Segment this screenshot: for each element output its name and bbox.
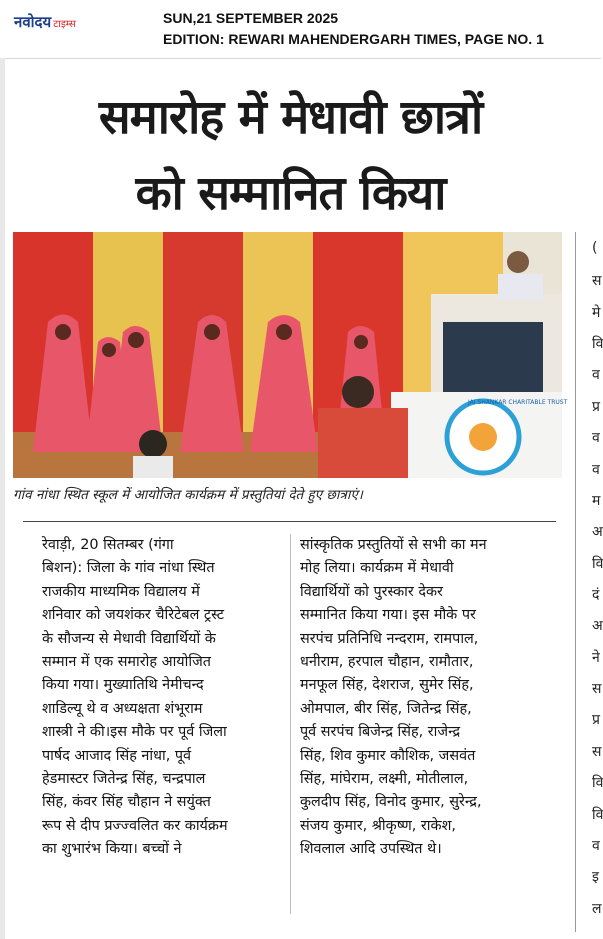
neighbor-fragment: मे [592,304,601,321]
article-photo [13,232,568,478]
neighbor-fragment: इ [592,869,599,886]
neighbor-fragment: म [592,492,601,509]
text-line: सिंह, मांघेराम, लक्ष्मी, मोतीलाल, [300,770,469,787]
neighbor-fragment: ल [592,900,602,917]
logo-text: नवोदय [14,13,52,31]
text-line: राजकीय माध्यमिक विद्यालय में [42,583,200,600]
neighbor-fragment: व [592,430,600,447]
text-line: शास्त्री ने की।इस मौके पर पूर्व जिला [42,724,227,741]
edition-info [163,8,544,50]
text-line: पूर्व सरपंच बिजेन्द्र सिंह, राजेन्द्र [300,724,461,741]
text-line: कुलदीप सिंह, विनोद कुमार, सुरेन्द्र, [300,794,482,811]
text-line: का शुभारंभ किया। बच्चों ने [42,841,182,858]
neighbor-fragment: वि [592,336,603,353]
page-gutter [0,58,5,939]
text-line: सरपंच प्रतिनिधि नन्दराम, रामपाल, [300,630,479,647]
caption-rule [23,521,556,522]
neighbor-fragment: व [592,837,600,854]
newspaper-logo [14,12,76,34]
neighbor-fragment: स [592,743,602,760]
text-line: मोह लिया। कार्यक्रम में मेधावी [300,560,454,577]
text-line: शिवलाल आदि उपस्थित थे। [300,841,442,858]
banner-text: JAI SHANKAR CHARITABLE TRUST [468,399,568,406]
text-line: शनिवार को जयशंकर चैरिटेबल ट्रस्ट [42,607,225,624]
article-column-left [42,534,304,861]
text-line: किया गया। मुख्यातिथि नेमीचन्द [42,677,204,694]
text-line: संजय कुमार, श्रीकृष्ण, राकेश, [300,817,456,834]
text-line: धनीराम, हरपाल चौहान, रामौतार, [300,653,474,670]
neighbor-fragment: वि [592,775,603,792]
column-divider [290,534,291,914]
text-line: रेवाड़ी, 20 सितम्बर (गंगा [42,537,174,553]
text-line: सम्मानित किया गया। इस मौके पर [300,607,476,624]
neighbor-fragment: स [592,681,602,698]
logo-subtext: टाइम्स [53,19,76,30]
text-line: सिंह, कंवर सिंह चौहान ने सयुंक्त [42,794,211,811]
neighbor-fragment: प्र [592,398,600,415]
headline [18,80,563,232]
photo-caption: गांव नांधा स्थित स्कूल में आयोजित कार्यक्रम में प्रस्तुतियां देते हुए छात्राएं। [13,487,363,503]
neighbor-article-rule [575,232,576,932]
neighbor-fragment: स [592,273,602,290]
headline-line: समारोह में मेधावी छात्रों [98,90,483,145]
neighbor-fragment: प्र [592,712,600,729]
date-line: SUN,21 SEPTEMBER 2025 [163,10,339,26]
text-line: शाडिल्यू थे व अध्यक्षता शंभूराम [42,700,203,717]
neighbor-fragment: व [592,461,600,478]
text-line: पार्षद आजाद सिंह नांधा, पूर्व [42,747,192,764]
text-line: रूप से दीप प्रज्ज्वलित कर कार्यक्रम [42,817,228,834]
neighbor-fragment: दं [592,587,600,603]
text-line: हेडमास्टर जितेन्द्र सिंह, चन्द्रपाल [42,770,206,787]
neighbor-fragment: अ [592,618,603,635]
text-line: बिशन): जिला के गांव नांधा स्थित [42,560,215,577]
masthead [0,0,601,59]
edition-line: EDITION: REWARI MAHENDERGARH TIMES, PAGE NO. 1 [163,31,544,47]
text-line: के सौजन्य से मेधावी विद्यार्थियों के [42,630,216,647]
text-line: सम्मान में एक समारोह आयोजित [42,653,211,670]
text-line: सांस्कृतिक प्रस्तुतियों से सभी का मन [300,537,487,553]
neighbor-fragment: व [592,367,600,384]
text-line: मनफूल सिंह, देशराज, सुमेर सिंह, [300,677,474,694]
text-line: ओमपाल, बीर सिंह, जितेन्द्र सिंह, [300,700,472,717]
neighbor-fragment: ( [592,240,598,256]
text-line: विद्यार्थियों को पुरस्कार देकर [300,583,443,600]
neighbor-fragment: वि [592,555,603,572]
neighbor-fragment: वि [592,806,603,823]
neighbor-fragment: अ [592,524,603,541]
article-column-right [300,534,562,861]
event-photo-illustration [13,232,568,478]
text-line: सिंह, शिव कुमार कौशिक, जसवंत [300,747,476,764]
headline-line: को सम्मानित किया [135,166,446,221]
neighbor-fragment: ने [592,649,600,666]
neighbor-article-fragment [578,236,601,926]
